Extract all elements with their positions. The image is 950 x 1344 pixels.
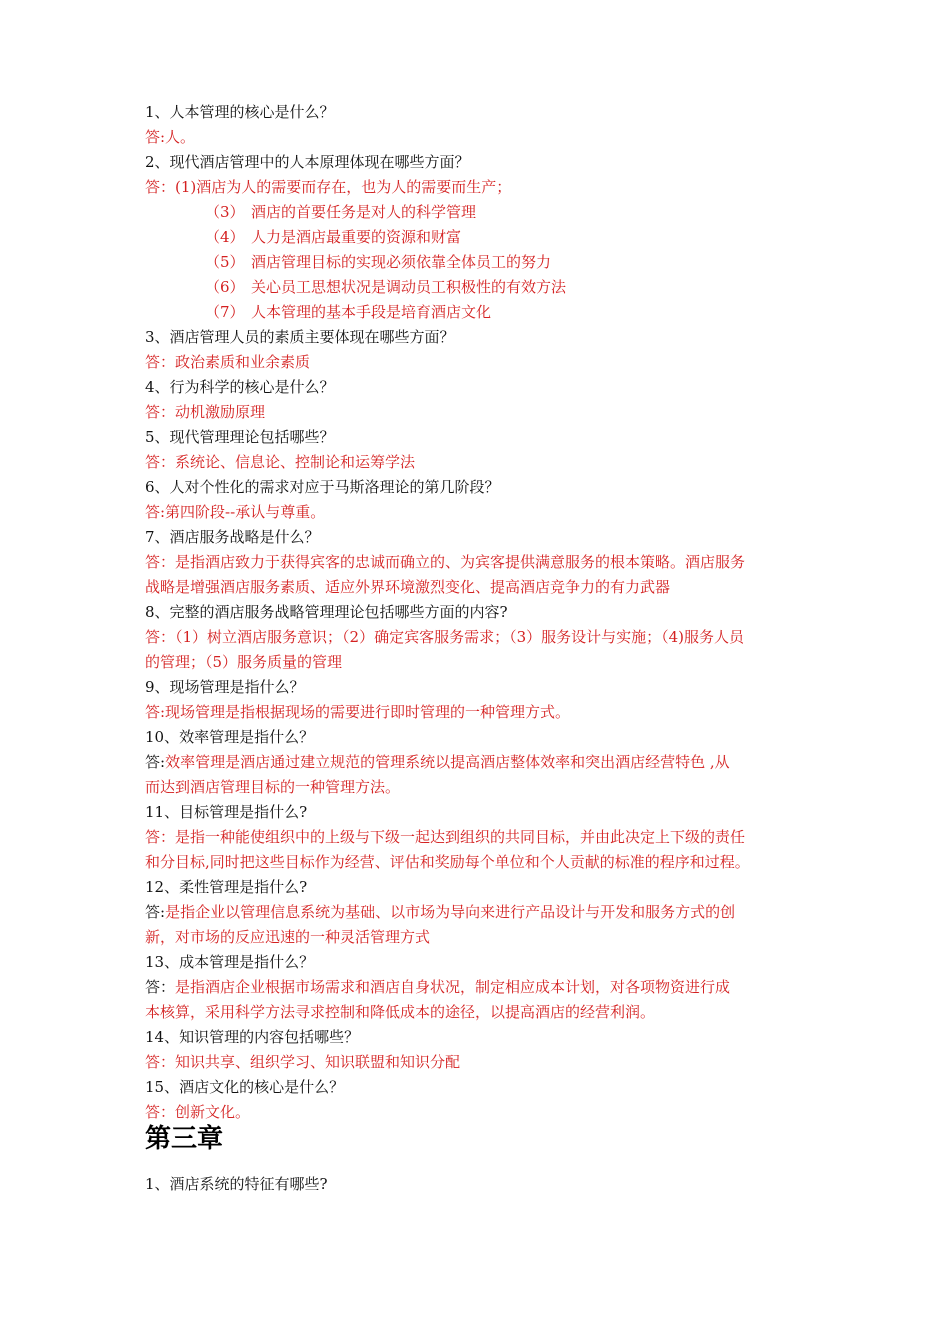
question-13: 13、成本管理是指什么？ (145, 953, 315, 971)
question-1: 1、人本管理的核心是什么？ (145, 103, 335, 121)
answer-prefix: 答： (145, 978, 176, 996)
question-11: 11、目标管理是指什么? (145, 803, 308, 821)
answer-4: 答：动机激励原理 (145, 403, 266, 421)
answer-7: 答：是指酒店致力于获得宾客的忠诚而确立的、为宾客提供满意服务的根本策略。酒店服务 (145, 553, 746, 571)
question-7: 7、酒店服务战略是什么？ (145, 528, 320, 546)
answer-2: 答：(1)酒店为人的需要而存在，也为人的需要而生产； (145, 178, 512, 196)
answer-10: 答:效率管理是酒店通过建立规范的管理系统以提高酒店整体效率和突出酒店经营特色 ,从 (145, 753, 730, 771)
answer-prefix: 答: (145, 753, 166, 771)
question-15: 15、酒店文化的核心是什么？ (145, 1078, 345, 1096)
answer-2-item: （4） 人力是酒店最重要的资源和财富 (205, 228, 462, 246)
answer-5: 答：系统论、信息论、控制论和运筹学法 (145, 453, 416, 471)
answer-2-item: （5） 酒店管理目标的实现必须依靠全体员工的努力 (205, 253, 552, 271)
question-9: 9、现场管理是指什么？ (145, 678, 305, 696)
question-3: 3、酒店管理人员的素质主要体现在哪些方面？ (145, 328, 455, 346)
chapter3-question-1: 1、酒店系统的特征有哪些? (145, 1175, 328, 1193)
answer-12: 答:是指企业以管理信息系统为基础、以市场为导向来进行产品设计与开发和服务方式的创 (145, 903, 736, 921)
answer-14: 答：知识共享、组织学习、知识联盟和知识分配 (145, 1053, 461, 1071)
question-6: 6、人对个性化的需求对应于马斯洛理论的第几阶段？ (145, 478, 500, 496)
question-14: 14、知识管理的内容包括哪些？ (145, 1028, 360, 1046)
question-4: 4、行为科学的核心是什么？ (145, 378, 335, 396)
answer-2-item: （3） 酒店的首要任务是对人的科学管理 (205, 203, 477, 221)
answer-8-cont: 的管理；（5）服务质量的管理 (145, 653, 343, 671)
question-12: 12、柔性管理是指什么? (145, 878, 308, 896)
question-5: 5、现代管理理论包括哪些？ (145, 428, 335, 446)
answer-11: 答：是指一种能使组织中的上级与下级一起达到组织的共同目标，并由此决定上下级的责任 (145, 828, 746, 846)
answer-prefix: 答: (145, 903, 166, 921)
answer-11-cont: 和分目标,同时把这些目标作为经营、评估和奖励每个单位和个人贡献的标准的程序和过程。 (145, 853, 750, 871)
question-10: 10、效率管理是指什么？ (145, 728, 315, 746)
answer-13: 答：是指酒店企业根据市场需求和酒店自身状况，制定相应成本计划，对各项物资进行成 (145, 978, 731, 996)
question-8: 8、完整的酒店服务战略管理理论包括哪些方面的内容? (145, 603, 508, 621)
answer-9: 答:现场管理是指根据现场的需要进行即时管理的一种管理方式。 (145, 703, 571, 721)
answer-7-cont: 战略是增强酒店服务素质、适应外界环境激烈变化、提高酒店竞争力的有力武器 (145, 578, 671, 596)
answer-6: 答:第四阶段--承认与尊重。 (145, 503, 326, 521)
answer-12-cont: 新，对市场的反应迅速的一种灵活管理方式 (145, 928, 431, 946)
question-2: 2、现代酒店管理中的人本原理体现在哪些方面？ (145, 153, 470, 171)
chapter-heading: 第三章 (145, 1124, 224, 1154)
answer-3: 答：政治素质和业余素质 (145, 353, 311, 371)
answer-2-item: （7） 人本管理的基本手段是培育酒店文化 (205, 303, 492, 321)
answer-2-item: （6） 关心员工思想状况是调动员工积极性的有效方法 (205, 278, 567, 296)
answer-1: 答:人。 (145, 128, 196, 146)
answer-13-cont: 本核算，采用科学方法寻求控制和降低成本的途径，以提高酒店的经营利润。 (145, 1003, 656, 1021)
answer-15: 答：创新文化。 (145, 1103, 251, 1121)
answer-10-cont: 而达到酒店管理目标的一种管理方法。 (145, 778, 401, 796)
answer-8: 答：（1）树立酒店服务意识；（2）确定宾客服务需求；（3）服务设计与实施；（4)服务人员 (145, 628, 745, 646)
